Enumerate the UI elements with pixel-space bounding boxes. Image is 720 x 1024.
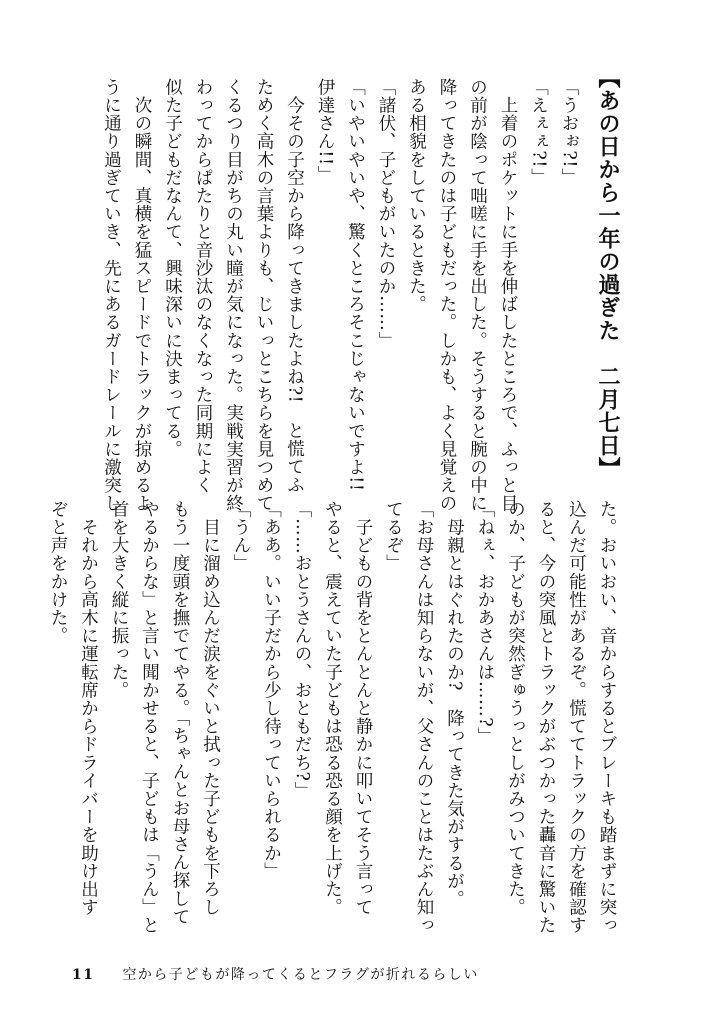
text-line: 上着のポケットに手を伸ばしたところで、ふっと目 [498,78,518,513]
text-line: くるつり目がちの丸い瞳が気になった。実戦実習が終 [223,78,244,513]
text-line: 「えぇぇ?!」 [528,78,549,187]
text-line: わってからぱたりと音沙汰のなくなった同期によく [193,78,213,495]
text-line: 目に溜め込んだ涙をぐいと拭った子どもを下ろし [200,500,221,917]
text-line: 「……おとうさんの、おともだち?」 [292,500,312,800]
text-line: 伊達さん!!」 [315,78,335,184]
text-line: てるぞ」 [383,500,404,573]
text-line: た。おいおい、音からするとブレーキも踏まずに突っ [597,500,617,935]
text-line: のか、子どもが突然ぎゅうっとしがみついてきた。 [505,500,526,917]
text-line: 首を大きく縦に振った。 [109,500,129,700]
text-line: 子どもの背をとんとんと静かに叩いてそう言って [353,500,373,917]
text-line: うに通り過ぎていき、先にあるガードレールに激突し [101,78,122,513]
text-line: 込んだ可能性があるぞ。慌ててトラックの方を確認す [566,500,587,935]
text-line: 似た子どもだなんて、興味深いに決まってる。 [162,78,183,459]
text-line: それから高木に運転席からドライバーを助け出す [78,500,99,917]
text-line: の前が陰って咄嗟に手を出した。そうすると腕の中に [467,78,488,513]
text-line: 「諸伏、子どもがいたのか……」 [376,78,396,350]
text-line: やるからな」と言い聞かせると、子どもは「うん」と [139,500,160,935]
text-line: 「ああ。いい子だから少し待っていられるか」 [261,500,282,881]
page-number: 11 [72,967,95,983]
lower-text-block [43,500,623,935]
text-line: もう一度頭を撫でてやる。「ちゃんとお母さん探して [170,500,190,926]
text-line: ると、今の突風とトラックがぶつかった轟音に驚いた [536,500,556,935]
text-line: 「お母さんは知らないが、父さんのことはたぶん知っ [414,500,434,935]
book-title: 空から子どもが降ってくるとフラグが折れるらしい [122,967,479,983]
text-line: ある相貌をしているときた。 [406,78,427,314]
text-line: ぞと声をかけた。 [48,500,68,645]
text-line: 次の瞬間、真横を猛スピードでトラックが掠めるよ [132,78,152,513]
text-line: 降ってきたのは子どもだった。しかも、よく見覚えの [437,78,457,513]
text-line: 母親とはぐれたのか? 降ってきた気がするが。 [444,500,465,909]
text-line: 「いやいやいや、驚くところそこじゃないですよ!! [345,78,366,492]
text-line: ためく高木の言葉よりも、じいっとこちらを見つめて [254,78,274,513]
upper-text-block [96,78,584,513]
text-line: 「ねぇ、おかあさんは……?」 [475,500,495,746]
text-line: 「うん」 [231,500,251,573]
text-line: 「うおぉ?!」 [559,78,579,187]
text-line: 今その子空から降ってきましたよね?! と慌てふ [284,78,305,494]
page-footer [72,964,479,984]
chapter-title: 【あの日から一年の過ぎた 二月七日】 [595,66,620,480]
text-line: やると、震えていた子どもは恐る恐る顔を上げた。 [322,500,343,917]
